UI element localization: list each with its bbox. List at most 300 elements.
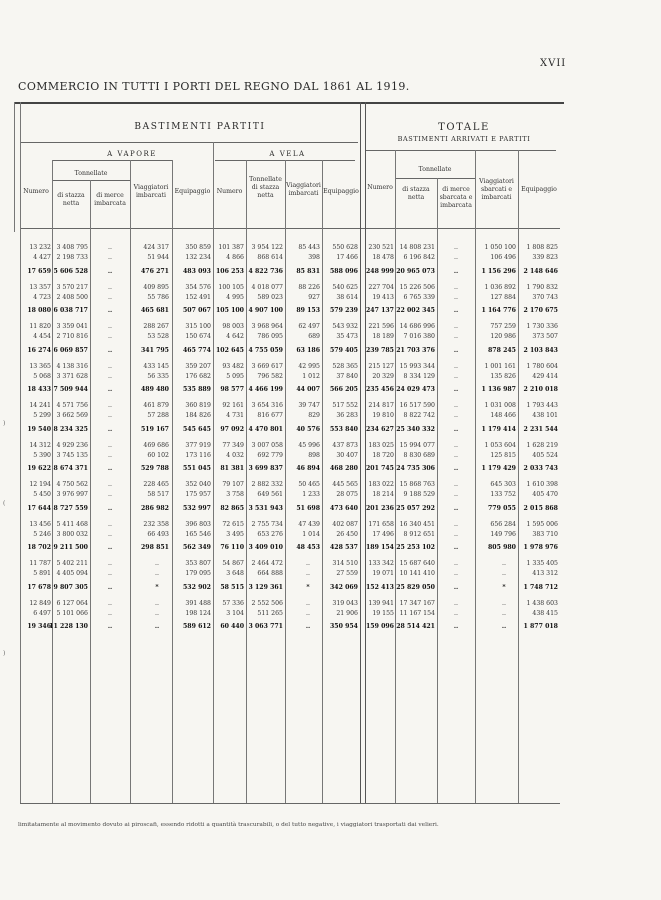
table-cell: 1 808 825 bbox=[526, 244, 558, 251]
table-cell: 3 495 bbox=[226, 530, 244, 538]
header-tonnellate-totale: Tonnellate bbox=[418, 166, 452, 173]
table-cell: 13 365 bbox=[29, 362, 51, 370]
table-cell: 171 658 bbox=[368, 520, 394, 528]
header-merce-sbarcata: di merce sbarcata e imbarcata bbox=[439, 186, 473, 210]
table-cell: .. bbox=[107, 544, 113, 552]
table-cell: 405 470 bbox=[532, 491, 558, 499]
table-cell: 8 822 742 bbox=[403, 412, 435, 420]
table-cell: 757 259 bbox=[490, 323, 516, 330]
table-cell: 4 470 801 bbox=[248, 425, 283, 433]
table-cell: 19 346 bbox=[27, 623, 51, 631]
table-cell: 579 239 bbox=[330, 307, 358, 315]
table-cell: 25 057 292 bbox=[396, 504, 435, 512]
table-cell: 230 521 bbox=[368, 244, 394, 251]
table-cell: 1 053 604 bbox=[484, 441, 516, 449]
table-cell: 16 340 451 bbox=[399, 520, 435, 528]
table-cell: .. bbox=[154, 623, 160, 631]
table-cell: 3 408 795 bbox=[56, 244, 88, 251]
table-cell: 1 793 443 bbox=[526, 402, 558, 409]
rule-under-partiti bbox=[20, 142, 358, 143]
table-cell: 60 440 bbox=[220, 623, 244, 631]
table-cell: 6 069 857 bbox=[53, 346, 88, 354]
table-cell: 429 414 bbox=[532, 372, 558, 380]
table-cell: 4 405 094 bbox=[56, 570, 88, 578]
table-cell: 4 466 199 bbox=[248, 386, 283, 394]
table-cell: .. bbox=[454, 323, 458, 330]
table-cell: 438 415 bbox=[532, 609, 558, 617]
table-cell: .. bbox=[107, 504, 113, 512]
table-cell: 14 686 996 bbox=[399, 323, 435, 330]
table-cell: 92 161 bbox=[222, 402, 244, 409]
table-cell: 528 365 bbox=[332, 362, 358, 370]
table-cell: 468 280 bbox=[330, 465, 358, 473]
table-cell: 17 659 bbox=[27, 267, 51, 275]
table-cell: 27 559 bbox=[336, 570, 358, 578]
table-cell: 373 507 bbox=[532, 333, 558, 341]
table-cell: 2 210 018 bbox=[523, 386, 558, 394]
table-cell: 19 622 bbox=[27, 465, 51, 473]
table-cell: 35 473 bbox=[336, 333, 358, 341]
table-cell: 3 800 032 bbox=[56, 530, 88, 538]
table-cell: 183 022 bbox=[368, 481, 394, 488]
table-cell: 656 284 bbox=[490, 520, 516, 528]
table-cell: 10 141 410 bbox=[399, 570, 435, 578]
table-cell: 15 226 506 bbox=[399, 283, 435, 291]
table-cell: .. bbox=[502, 599, 506, 607]
table-cell: 1 978 976 bbox=[523, 544, 558, 552]
table-cell: 402 087 bbox=[332, 520, 358, 528]
table-cell: 3 409 010 bbox=[248, 544, 283, 552]
table-cell: 82 865 bbox=[220, 504, 244, 512]
table-cell: 4 995 bbox=[226, 293, 244, 301]
table-cell: 17 466 bbox=[336, 254, 358, 262]
table-cell: 551 045 bbox=[183, 465, 211, 473]
table-cell: .. bbox=[108, 402, 112, 409]
table-cell: 3 007 058 bbox=[251, 441, 283, 449]
table-cell: 18 189 bbox=[372, 333, 394, 341]
table-cell: 286 982 bbox=[141, 504, 169, 512]
table-cell: 433 145 bbox=[143, 362, 169, 370]
table-cell: .. bbox=[306, 570, 310, 578]
table-cell: 868 614 bbox=[257, 254, 283, 262]
table-cell: 56 335 bbox=[147, 372, 169, 380]
table-cell: 398 bbox=[308, 254, 320, 262]
table-cell: 342 069 bbox=[330, 583, 358, 591]
table-cell: 176 682 bbox=[185, 372, 211, 380]
table-cell: 232 358 bbox=[143, 520, 169, 528]
table-cell: 1 012 bbox=[302, 372, 320, 380]
table-cell: 3 570 217 bbox=[56, 283, 88, 291]
table-cell: .. bbox=[107, 267, 113, 275]
table-cell: .. bbox=[454, 570, 458, 578]
table-cell: 8 912 651 bbox=[403, 530, 435, 538]
header-equipaggio-vapore: Equipaggio bbox=[174, 188, 211, 195]
table-cell: 165 546 bbox=[185, 530, 211, 538]
table-cell: 58 515 bbox=[220, 583, 244, 591]
table-cell: 17 678 bbox=[27, 583, 51, 591]
group-vela-heading: A VELA bbox=[269, 150, 306, 158]
table-cell: 649 561 bbox=[257, 491, 283, 499]
table-cell: 1 136 987 bbox=[481, 386, 516, 394]
table-cell: 8 727 559 bbox=[53, 504, 88, 512]
table-cell: 391 488 bbox=[185, 599, 211, 607]
table-cell: .. bbox=[453, 267, 459, 275]
table-cell: 545 645 bbox=[183, 425, 211, 433]
table-cell: .. bbox=[454, 609, 458, 617]
table-cell: 878 245 bbox=[488, 346, 516, 354]
table-cell: 139 941 bbox=[368, 599, 394, 607]
table-cell: 248 999 bbox=[366, 267, 394, 275]
table-cell: 4 731 bbox=[226, 412, 244, 420]
table-cell: 1 031 008 bbox=[484, 402, 516, 409]
table-cell: .. bbox=[453, 504, 459, 512]
table-cell: 44 007 bbox=[296, 386, 320, 394]
table-cell: 3 654 316 bbox=[251, 402, 283, 409]
header-tonnellate-vapore: Tonnellate bbox=[74, 170, 108, 177]
table-cell: 184 826 bbox=[185, 412, 211, 420]
table-cell: 519 167 bbox=[141, 425, 169, 433]
table-cell: 21 906 bbox=[336, 609, 358, 617]
table-cell: 461 879 bbox=[143, 402, 169, 409]
table-cell: 689 bbox=[308, 333, 320, 341]
table-cell: .. bbox=[306, 560, 310, 567]
table-cell: .. bbox=[108, 244, 112, 251]
table-cell: .. bbox=[108, 599, 112, 607]
section-totale-subheading: BASTIMENTI ARRIVATI E PARTITI bbox=[397, 135, 531, 143]
table-cell: 465 681 bbox=[141, 307, 169, 315]
table-cell: 7 016 380 bbox=[403, 333, 435, 341]
table-cell: 15 994 077 bbox=[399, 441, 435, 449]
table-cell: .. bbox=[501, 623, 507, 631]
margin-mark: ) bbox=[3, 420, 6, 427]
table-cell: 15 687 640 bbox=[399, 560, 435, 567]
table-cell: 2 170 675 bbox=[523, 307, 558, 315]
table-cell: 1 156 296 bbox=[481, 267, 516, 275]
table-cell: 315 100 bbox=[185, 323, 211, 330]
table-cell: 63 186 bbox=[296, 346, 320, 354]
table-cell: 4 866 bbox=[226, 254, 244, 262]
table-cell: 25 340 332 bbox=[396, 425, 435, 433]
table-cell: 352 040 bbox=[185, 481, 211, 488]
table-cell: .. bbox=[108, 323, 112, 330]
table-cell: .. bbox=[454, 599, 458, 607]
table-cell: 77 349 bbox=[222, 441, 244, 449]
table-cell: 288 267 bbox=[143, 323, 169, 330]
table-cell: .. bbox=[108, 481, 112, 488]
table-cell: 105 100 bbox=[216, 307, 244, 315]
table-cell: .. bbox=[108, 530, 112, 538]
table-cell: 62 497 bbox=[298, 323, 320, 330]
table-cell: 50 465 bbox=[298, 481, 320, 488]
table-cell: 152 413 bbox=[366, 583, 394, 591]
table-cell: 39 747 bbox=[298, 402, 320, 409]
header-stazza-totale: di stazza netta bbox=[402, 186, 430, 202]
table-cell: 3 104 bbox=[226, 609, 244, 617]
table-cell: 360 819 bbox=[185, 402, 211, 409]
table-cell: 17 496 bbox=[372, 530, 394, 538]
table-cell: .. bbox=[454, 372, 458, 380]
table-cell: 1 628 219 bbox=[526, 441, 558, 449]
table-cell: 377 919 bbox=[185, 441, 211, 449]
table-cell: 566 205 bbox=[330, 386, 358, 394]
table-cell: .. bbox=[108, 362, 112, 370]
table-cell: 465 774 bbox=[183, 346, 211, 354]
table-cell: 25 253 102 bbox=[396, 544, 435, 552]
table-cell: 18 478 bbox=[372, 254, 394, 262]
table-cell: 589 612 bbox=[183, 623, 211, 631]
table-cell: .. bbox=[306, 609, 310, 617]
table-cell: 4 755 059 bbox=[248, 346, 283, 354]
table-cell: 18 080 bbox=[27, 307, 51, 315]
group-vapore-heading: A VAPORE bbox=[107, 150, 157, 158]
table-cell: 46 894 bbox=[296, 465, 320, 473]
table-cell: 483 093 bbox=[183, 267, 211, 275]
table-cell: 2 408 500 bbox=[56, 293, 88, 301]
table-cell: 653 276 bbox=[257, 530, 283, 538]
rule-under-tonnellate bbox=[52, 180, 130, 181]
table-cell: 692 779 bbox=[257, 451, 283, 459]
table-cell: 133 752 bbox=[490, 491, 516, 499]
table-cell: 100 105 bbox=[218, 283, 244, 291]
table-cell: 1 179 414 bbox=[481, 425, 516, 433]
table-cell: 553 840 bbox=[330, 425, 358, 433]
table-cell: .. bbox=[108, 491, 112, 499]
table-cell: 60 102 bbox=[147, 451, 169, 459]
table-cell: 8 674 371 bbox=[53, 465, 88, 473]
table-cell: .. bbox=[454, 520, 458, 528]
table-cell: 3 954 122 bbox=[251, 244, 283, 251]
table-cell: 13 232 bbox=[29, 244, 51, 251]
table-cell: 1 877 018 bbox=[523, 623, 558, 631]
table-cell: 4 723 bbox=[33, 293, 51, 301]
table-cell: .. bbox=[454, 451, 458, 459]
table-cell: 133 342 bbox=[368, 560, 394, 567]
table-cell: 5 402 211 bbox=[56, 560, 88, 567]
table-cell: 424 317 bbox=[143, 244, 169, 251]
table-cell: 215 127 bbox=[368, 362, 394, 370]
table-cell: 1 233 bbox=[302, 491, 320, 499]
table-cell: 98 003 bbox=[222, 323, 244, 330]
table-cell: 15 868 763 bbox=[399, 481, 435, 488]
table-cell: 102 645 bbox=[216, 346, 244, 354]
table-cell: 353 807 bbox=[185, 560, 211, 567]
table-cell: 4 571 756 bbox=[56, 402, 88, 409]
table-cell: .. bbox=[454, 402, 458, 409]
table-cell: 532 902 bbox=[183, 583, 211, 591]
table-cell: 40 576 bbox=[296, 425, 320, 433]
table-cell: 476 271 bbox=[141, 267, 169, 275]
table-cell: 21 703 376 bbox=[396, 346, 435, 354]
table-cell: .. bbox=[454, 293, 458, 301]
table-cell: 298 851 bbox=[141, 544, 169, 552]
table-cell: 66 493 bbox=[147, 530, 169, 538]
header-viaggiatori-sbarcati: Viaggiatori sbarcati e imbarcati bbox=[479, 178, 514, 202]
table-cell: 1 610 398 bbox=[526, 481, 558, 488]
table-cell: .. bbox=[155, 570, 159, 578]
rule-under-tonnellate-totale bbox=[395, 178, 475, 179]
table-cell: 350 954 bbox=[330, 623, 358, 631]
table-cell: 26 450 bbox=[336, 530, 358, 538]
table-cell: 76 110 bbox=[220, 544, 244, 552]
table-cell: 127 884 bbox=[490, 293, 516, 301]
header-merce-imbarcata: di merce imbarcata bbox=[94, 192, 126, 208]
table-cell: 562 349 bbox=[183, 544, 211, 552]
table-cell: 19 540 bbox=[27, 425, 51, 433]
table-cell: .. bbox=[454, 244, 458, 251]
table-cell: .. bbox=[108, 451, 112, 459]
table-cell: 829 bbox=[308, 412, 320, 420]
table-cell: .. bbox=[107, 307, 113, 315]
table-cell: 175 957 bbox=[185, 491, 211, 499]
table-cell: 805 980 bbox=[488, 544, 516, 552]
table-cell: 6 127 064 bbox=[56, 599, 88, 607]
header-numero-vapore: Numero bbox=[23, 188, 49, 195]
table-cell: .. bbox=[453, 425, 459, 433]
table-cell: 24 029 473 bbox=[396, 386, 435, 394]
table-cell: .. bbox=[454, 283, 458, 291]
header-stazza-vapore: di stazza netta bbox=[57, 192, 85, 208]
table-cell: 1 001 161 bbox=[484, 362, 516, 370]
table-cell: 28 514 421 bbox=[396, 623, 435, 631]
table-cell: 2 464 472 bbox=[251, 560, 283, 567]
table-cell: 159 096 bbox=[366, 623, 394, 631]
table-cell: .. bbox=[454, 491, 458, 499]
header-bottom-rule bbox=[20, 228, 560, 229]
table-cell: .. bbox=[454, 560, 458, 567]
table-cell: .. bbox=[108, 293, 112, 301]
table-cell: 438 101 bbox=[532, 412, 558, 420]
table-cell: 22 002 345 bbox=[396, 307, 435, 315]
table-cell: 18 214 bbox=[372, 491, 394, 499]
table-cell: 8 830 689 bbox=[403, 451, 435, 459]
table-cell: 409 895 bbox=[143, 283, 169, 291]
table-cell: 12 194 bbox=[29, 481, 51, 488]
table-cell: .. bbox=[108, 372, 112, 380]
table-cell: .. bbox=[453, 465, 459, 473]
table-cell: 11 167 154 bbox=[399, 609, 435, 617]
table-cell: 6 038 717 bbox=[53, 307, 88, 315]
table-cell: 234 627 bbox=[366, 425, 394, 433]
table-cell: .. bbox=[453, 307, 459, 315]
table-cell: 25 829 050 bbox=[396, 583, 435, 591]
table-cell: 540 625 bbox=[332, 283, 358, 291]
table-cell: 588 096 bbox=[330, 267, 358, 275]
table-cell: 135 826 bbox=[490, 372, 516, 380]
table-cell: .. bbox=[454, 333, 458, 341]
table-cell: 4 427 bbox=[33, 254, 51, 262]
table-cell: 18 702 bbox=[27, 544, 51, 552]
table-cell: 12 849 bbox=[29, 599, 51, 607]
table-cell: .. bbox=[454, 362, 458, 370]
table-cell: 85 443 bbox=[298, 244, 320, 251]
table-cell: 179 095 bbox=[185, 570, 211, 578]
table-cell: 28 075 bbox=[336, 491, 358, 499]
table-cell: .. bbox=[453, 623, 459, 631]
table-cell: 214 817 bbox=[368, 402, 394, 409]
table-cell: 15 993 344 bbox=[399, 362, 435, 370]
table-cell: 1 438 603 bbox=[526, 599, 558, 607]
margin-mark: ) bbox=[3, 650, 6, 657]
header-numero-totale: Numero bbox=[367, 184, 393, 191]
table-cell: 589 023 bbox=[257, 293, 283, 301]
table-cell: 48 453 bbox=[296, 544, 320, 552]
table-cell: 370 743 bbox=[532, 293, 558, 301]
table-cell: .. bbox=[155, 609, 159, 617]
table-cell: 1 164 776 bbox=[481, 307, 516, 315]
table-cell: 927 bbox=[308, 293, 320, 301]
table-cell: .. bbox=[155, 560, 159, 567]
table-cell: 149 796 bbox=[490, 530, 516, 538]
table-cell: 664 888 bbox=[257, 570, 283, 578]
table-cell: 6 765 339 bbox=[403, 293, 435, 301]
table-cell: 3 669 617 bbox=[251, 362, 283, 370]
table-cell: 51 944 bbox=[147, 254, 169, 262]
table-cell: 2 148 646 bbox=[523, 267, 558, 275]
header-tonnellate-vela: Tonnellate di stazza netta bbox=[249, 176, 282, 200]
table-cell: 5 101 066 bbox=[56, 609, 88, 617]
table-cell: 18 433 bbox=[27, 386, 51, 394]
table-cell: 4 642 bbox=[226, 333, 244, 341]
table-cell: .. bbox=[107, 346, 113, 354]
table-cell: 47 439 bbox=[298, 520, 320, 528]
table-cell: 19 810 bbox=[372, 412, 394, 420]
table-cell: 383 710 bbox=[532, 530, 558, 538]
table-cell: 428 537 bbox=[330, 544, 358, 552]
table-cell: 53 528 bbox=[147, 333, 169, 341]
col-rule-10 bbox=[437, 178, 438, 803]
table-cell: 7 509 944 bbox=[53, 386, 88, 394]
table-cell: 1 179 429 bbox=[481, 465, 516, 473]
table-cell: .. bbox=[108, 570, 112, 578]
table-cell: 3 745 135 bbox=[56, 451, 88, 459]
table-cell: 89 153 bbox=[296, 307, 320, 315]
table-cell: 97 092 bbox=[220, 425, 244, 433]
table-cell: .. bbox=[454, 530, 458, 538]
table-cell: 3 758 bbox=[226, 491, 244, 499]
table-cell: 2 015 868 bbox=[523, 504, 558, 512]
table-cell: 3 968 964 bbox=[251, 323, 283, 330]
section-totale-heading: TOTALE bbox=[438, 122, 490, 133]
table-cell: 5 450 bbox=[33, 491, 51, 499]
table-cell: 14 241 bbox=[29, 402, 51, 409]
table-cell: 16 517 590 bbox=[399, 402, 435, 409]
table-cell: 4 138 316 bbox=[56, 362, 88, 370]
table-cell: 125 815 bbox=[490, 451, 516, 459]
table-cell: 5 068 bbox=[33, 372, 51, 380]
table-cell: * bbox=[502, 583, 506, 591]
table-cell: 5 891 bbox=[33, 570, 51, 578]
table-cell: 2 198 733 bbox=[56, 254, 88, 262]
table-cell: .. bbox=[454, 254, 458, 262]
table-cell: 3 699 837 bbox=[248, 465, 283, 473]
table-cell: 19 071 bbox=[372, 570, 394, 578]
table-cell: 16 274 bbox=[27, 346, 51, 354]
table-cell: .. bbox=[108, 412, 112, 420]
table-cell: .. bbox=[107, 465, 113, 473]
table-cell: 1 595 006 bbox=[526, 520, 558, 528]
table-cell: 550 628 bbox=[332, 244, 358, 251]
table-cell: 816 677 bbox=[257, 412, 283, 420]
table-cell: .. bbox=[107, 583, 113, 591]
table-cell: 8 234 325 bbox=[53, 425, 88, 433]
table-cell: 5 299 bbox=[33, 412, 51, 420]
table-cell: 93 482 bbox=[222, 362, 244, 370]
table-cell: 4 018 077 bbox=[251, 283, 283, 291]
table-cell: .. bbox=[108, 283, 112, 291]
header-equipaggio-totale: Equipaggio bbox=[521, 186, 557, 193]
table-cell: 543 932 bbox=[332, 323, 358, 330]
table-cell: 88 226 bbox=[298, 283, 320, 291]
